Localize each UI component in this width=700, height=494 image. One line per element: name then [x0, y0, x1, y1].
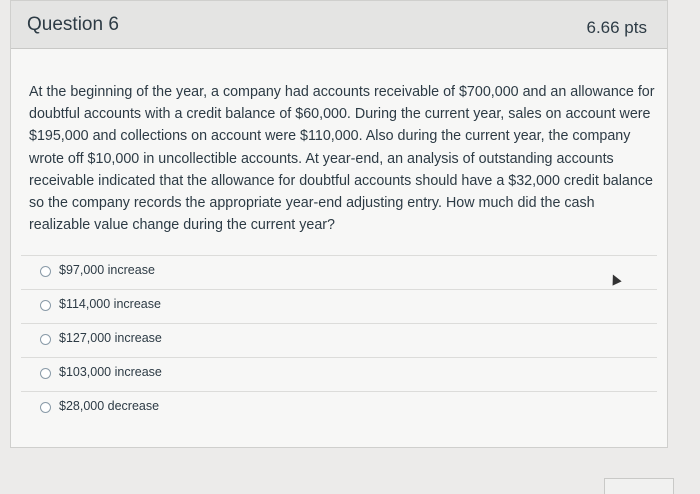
answer-option[interactable]	[21, 255, 657, 289]
answer-label: $28,000 decrease	[59, 399, 160, 413]
question-points: 6.66 pts	[586, 18, 647, 37]
radio-button[interactable]	[40, 368, 51, 379]
answer-list	[21, 255, 657, 425]
next-button[interactable]	[604, 478, 674, 494]
question-title: Question 6	[27, 14, 119, 35]
answer-option[interactable]	[21, 357, 657, 391]
answer-label: $127,000 increase	[59, 331, 162, 345]
answer-label: $103,000 increase	[59, 365, 162, 379]
radio-button[interactable]	[40, 300, 51, 311]
radio-button[interactable]	[40, 334, 51, 345]
question-text: At the beginning of the year, a company had accounts receivable of $700,000 and an allowance for doubtful accounts with a credit balance of $60,000. During the current year, sales on account were $195,000 and collections on account were $110,000. Also during the current year, the company wrote off $10,000 in uncollectible accounts. At year-end, an analysis of outstanding accounts receivable indicated that the allowance for doubtful accounts should have a $32,000 credit balance so the company records the appropriate year-end adjusting entry. How much did the cash realizable value change during the current year?	[29, 84, 655, 234]
answer-option[interactable]	[21, 323, 657, 357]
radio-button[interactable]	[40, 266, 51, 277]
radio-button[interactable]	[40, 402, 51, 413]
answer-option[interactable]	[21, 289, 657, 323]
question-card	[10, 0, 668, 448]
answer-option[interactable]	[21, 391, 657, 425]
question-header	[11, 1, 667, 49]
answer-label: $97,000 increase	[59, 263, 155, 277]
answer-label: $114,000 increase	[59, 297, 161, 311]
